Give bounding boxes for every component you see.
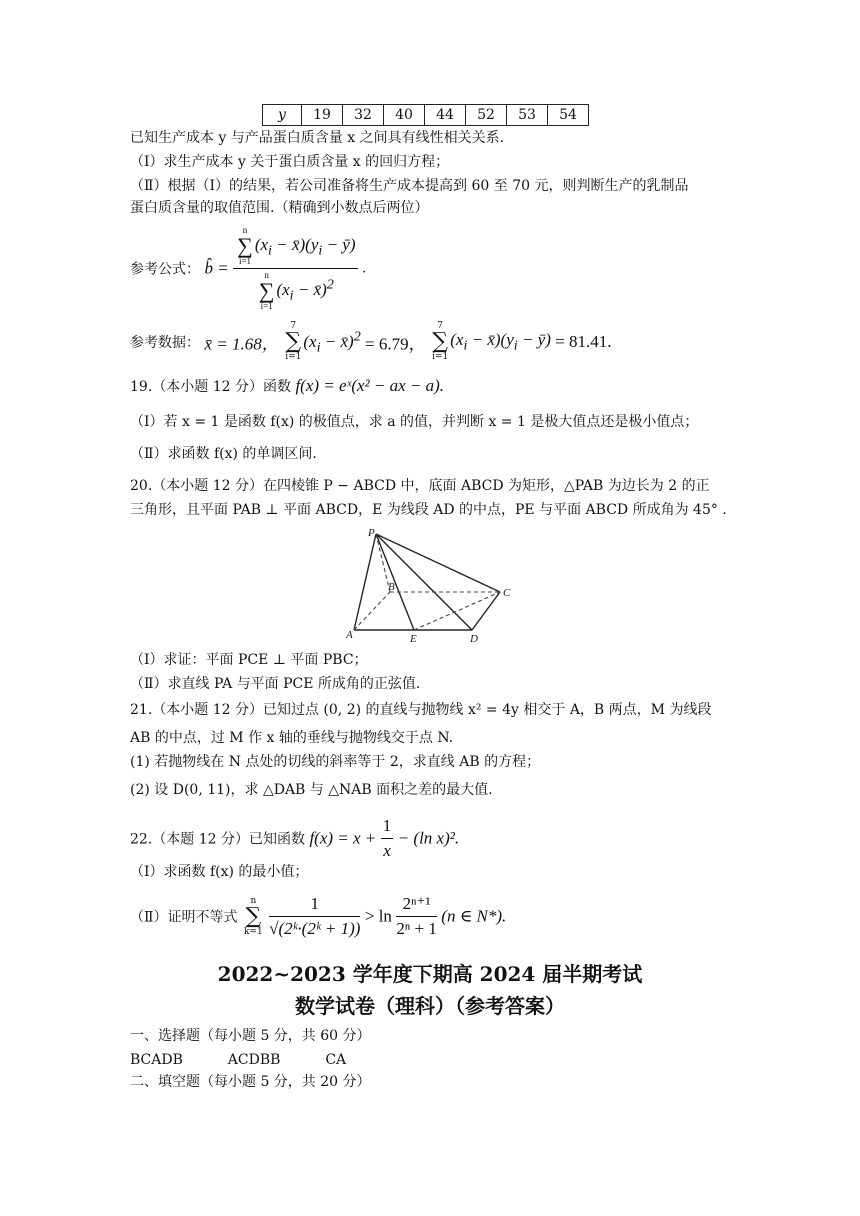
q21-part1: (1) 若抛物线在 N 点处的切线的斜率等于 2，求直线 AB 的方程；	[130, 754, 541, 770]
inequality-rhs-fraction	[396, 894, 436, 939]
formula-label: 参考公式：	[130, 261, 200, 278]
sum-symbol: 7 ∑ i=1	[285, 321, 302, 362]
q18-line1: 已知生产成本 y 与产品蛋白质含量 x 之间具有线性相关关系.	[130, 130, 505, 146]
rhs-denominator: 2ⁿ + 1	[396, 919, 437, 938]
q21-part2: (2) 设 D(0, 11)，求 △DAB 与 △NAB 面积之差的最大值.	[130, 782, 493, 798]
q19-intro	[130, 376, 444, 397]
q19-part2: （Ⅱ）求函数 f(x) 的单调区间.	[130, 446, 317, 462]
choice-group-2: ACDBB	[227, 1052, 281, 1068]
table-cell: 32	[343, 105, 384, 126]
table-cell: 53	[507, 105, 548, 126]
q18-part2-line1: （Ⅱ）根据（Ⅰ）的结果，若公司准备将生产成本提高到 60 至 70 元，则判断生产的乳制品	[130, 178, 689, 194]
pyramid-figure	[340, 526, 520, 644]
q20-part2: （Ⅱ）求直线 PA 与平面 PCE 所成角的正弦值.	[130, 676, 421, 692]
table-row	[263, 105, 589, 126]
sxy-value: = 81.41.	[555, 332, 612, 351]
q22-intro	[130, 816, 459, 861]
table-cell: 54	[548, 105, 589, 126]
table-cell: 19	[302, 105, 343, 126]
label-C: C	[503, 587, 511, 599]
sxx-value: = 6.79，	[365, 334, 426, 354]
xbar-value: x̄ = 1.68，	[204, 334, 279, 354]
section-choice-heading: 一、选择题（每小题 5 分，共 60 分）	[130, 1028, 371, 1044]
q22-part2	[130, 894, 506, 939]
inequality-lhs-fraction	[269, 894, 360, 939]
q20-part1: （Ⅰ）求证：平面 PCE ⊥ 平面 PBC；	[130, 652, 368, 668]
q20-line1: 20.（本小题 12 分）在四棱锥 P − ABCD 中，底面 ABCD 为矩形，△PAB 为边长为 2 的正	[130, 478, 710, 494]
answers-title-line1: 2022~2023 学年度下期高 2024 届半期考试	[217, 962, 643, 986]
choice-answers	[130, 1050, 346, 1070]
q19-function: f(x) = eˣ(x² − ax − a).	[295, 376, 445, 395]
table-cell: 40	[384, 105, 425, 126]
sum-symbol: n ∑ i=1	[237, 225, 253, 266]
inequality-domain: (n ∈ N*).	[441, 906, 507, 926]
table-cell: 52	[466, 105, 507, 126]
data-table-y-row	[262, 104, 589, 126]
choice-group-3: CA	[325, 1052, 347, 1068]
q21-line2: AB 的中点，过 M 作 x 轴的垂线与抛物线交于点 N.	[130, 730, 454, 746]
edge-EC	[414, 592, 500, 630]
one-over-x-fraction: $\frac{1}{x}$	[382, 816, 392, 860]
lhs-denominator: √(2ᵏ·(2ᵏ + 1))	[269, 919, 361, 938]
lhs-numerator: 1	[269, 894, 360, 917]
q18-reference-data: 参考数据： x̄ = 1.68， 7 ∑ i=1 ($x_i$ − x̄)$^2$ = 6.79， 7 ∑ i=1 ($x_i$ − $x̄)(y_i$ − ȳ) = 81.41.	[130, 321, 612, 362]
answers-title-line2: 数学试卷（理科）（参考答案）	[295, 994, 565, 1018]
inequality-rhs-ln: > ln	[364, 906, 392, 926]
q20-line2: 三角形，且平面 PAB ⊥ 平面 ABCD，E 为线段 AD 的中点，PE 与平面 ABCD 所成角为 45° .	[130, 502, 727, 518]
edge-AB	[354, 592, 390, 630]
q18-formula: 参考公式： b̂ = n ∑ i=1 ($x_i$ − $x̄)(y_i$ − ȳ) n ∑ i=1 ($x_i$ − x̄)$^2$ .	[130, 225, 367, 311]
table-cell: 44	[425, 105, 466, 126]
fraction-numerator: n ∑ i=1 ($x_i$ − $x̄)(y_i$ − ȳ)	[233, 226, 357, 269]
q19-part1: （Ⅰ）若 x = 1 是函数 f(x) 的极值点，求 a 的值，并判断 x = 1 是极大值点还是极小值点；	[130, 414, 699, 430]
regression-fraction	[233, 226, 357, 311]
q18-part2-line2: 蛋白质含量的取值范围.（精确到小数点后两位）	[130, 200, 429, 216]
sum-symbol: n ∑ i=1	[258, 270, 275, 311]
section-fill-heading: 二、填空题（每小题 5 分，共 20 分）	[130, 1074, 371, 1090]
q21-line1: 21.（本小题 12 分）已知过点 (0, 2) 的直线与抛物线 x² = 4y 相交于 A，B 两点，M 为线段	[130, 702, 712, 718]
q22-part2-label: （Ⅱ）证明不等式	[130, 909, 238, 926]
label-A: A	[346, 629, 353, 641]
q22-intro-text: 22.（本题 12 分）已知函数	[130, 831, 305, 848]
data-label: 参考数据：	[130, 335, 200, 351]
b-hat-symbol: b̂ =	[204, 258, 229, 278]
edge-PA	[354, 534, 376, 630]
label-B: B	[388, 581, 395, 593]
label-E: E	[410, 633, 417, 644]
sum-symbol: n ∑ k=1	[243, 895, 263, 937]
q19-intro-text: 19.（本小题 12 分）函数	[130, 379, 291, 395]
fraction-denominator: n ∑ i=1 ($x_i$ − x̄)$^2$	[258, 270, 334, 311]
q18-part1: （Ⅰ）求生产成本 y 关于蛋白质含量 x 的回归方程；	[130, 154, 450, 170]
sum-symbol: 7 ∑ i=1	[432, 321, 449, 362]
rhs-numerator: 2ⁿ⁺¹	[396, 894, 436, 917]
q22-function-rhs: − (ln x)².	[397, 828, 460, 848]
q22-function-lhs: f(x) = x +	[309, 828, 377, 848]
label-P: P	[368, 527, 375, 539]
choice-group-1: BCADB	[130, 1052, 183, 1068]
label-D: D	[470, 633, 478, 644]
table-header-cell: y	[263, 105, 302, 126]
q22-part1: （Ⅰ）求函数 f(x) 的最小值；	[130, 864, 309, 880]
